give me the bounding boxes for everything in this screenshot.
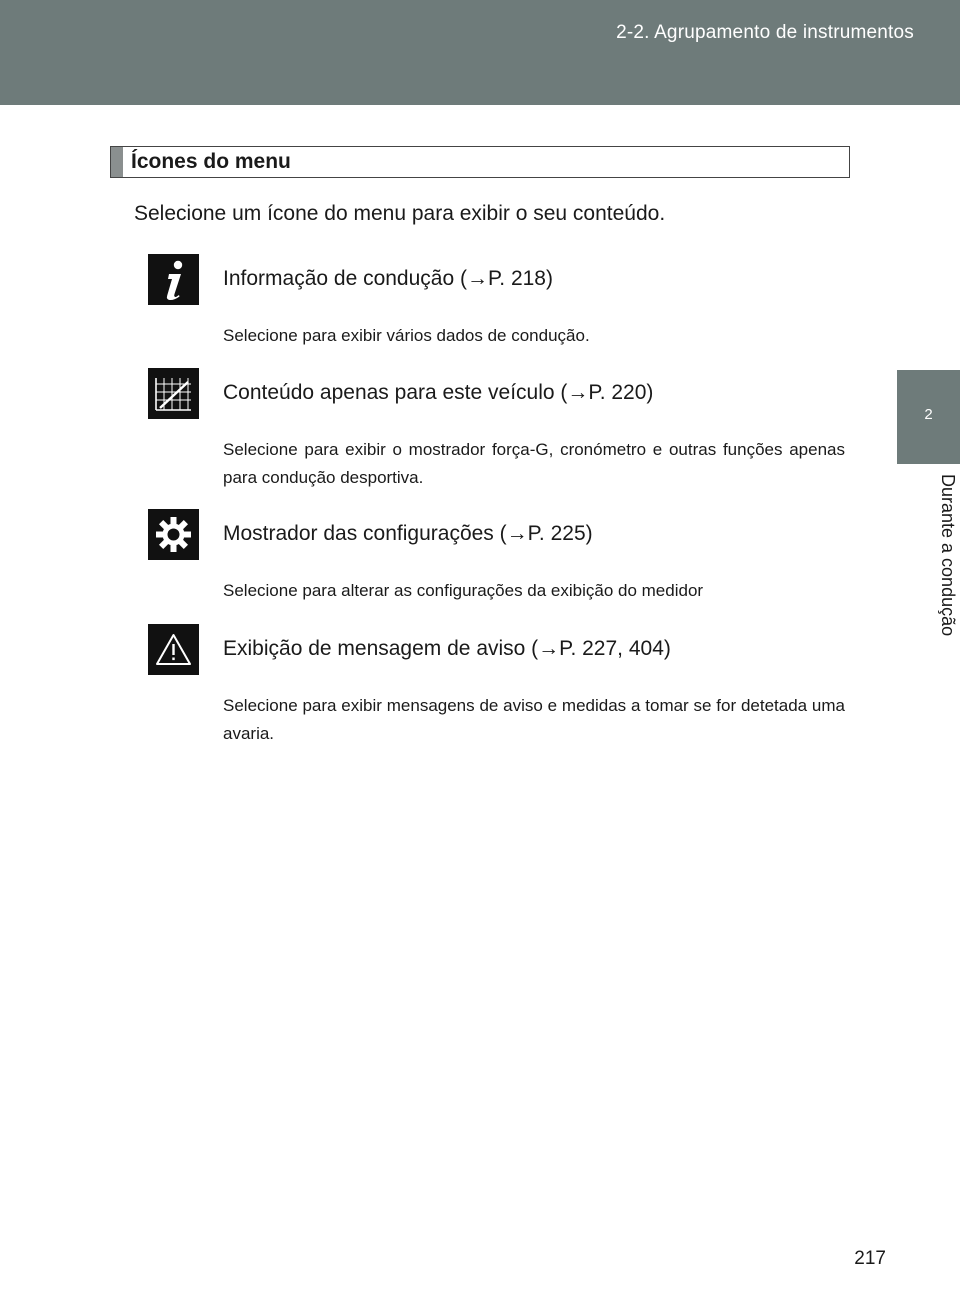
header-bar — [0, 0, 960, 105]
page-number: 217 — [854, 1248, 886, 1269]
section-heading — [110, 146, 850, 178]
item-title: Exibição de mensagem de aviso (→P. 227, 404) — [223, 637, 671, 660]
chapter-label-container — [897, 464, 960, 664]
info-icon — [148, 254, 199, 305]
warning-icon — [148, 624, 199, 675]
intro-text: Selecione um ícone do menu para exibir o seu conteúdo. — [134, 202, 666, 225]
gear-icon — [148, 509, 199, 560]
chapter-label: Durante a condução — [938, 474, 958, 637]
item-description: Selecione para exibir mensagens de aviso e medidas a tomar se for detetada uma avaria. — [223, 696, 845, 743]
section-title: 2-2. Agrupamento de instrumentos — [616, 22, 914, 43]
item-title: Informação de condução (→P. 218) — [223, 267, 553, 290]
item-description: Selecione para exibir vários dados de condução. — [223, 326, 590, 345]
heading-accent — [111, 147, 123, 177]
item-description: Selecione para alterar as configurações da exibição do medidor — [223, 581, 704, 600]
heading-text: Ícones do menu — [131, 150, 291, 173]
chapter-tab — [897, 370, 960, 464]
item-description: Selecione para exibir o mostrador força-G, cronómetro e outras funções apenas para condução desportiva. — [223, 440, 845, 487]
chapter-number: 2 — [924, 406, 933, 423]
item-title: Mostrador das configurações (→P. 225) — [223, 522, 593, 545]
item-title: Conteúdo apenas para este veículo (→P. 220) — [223, 381, 654, 404]
grid-chart-icon — [148, 368, 199, 419]
